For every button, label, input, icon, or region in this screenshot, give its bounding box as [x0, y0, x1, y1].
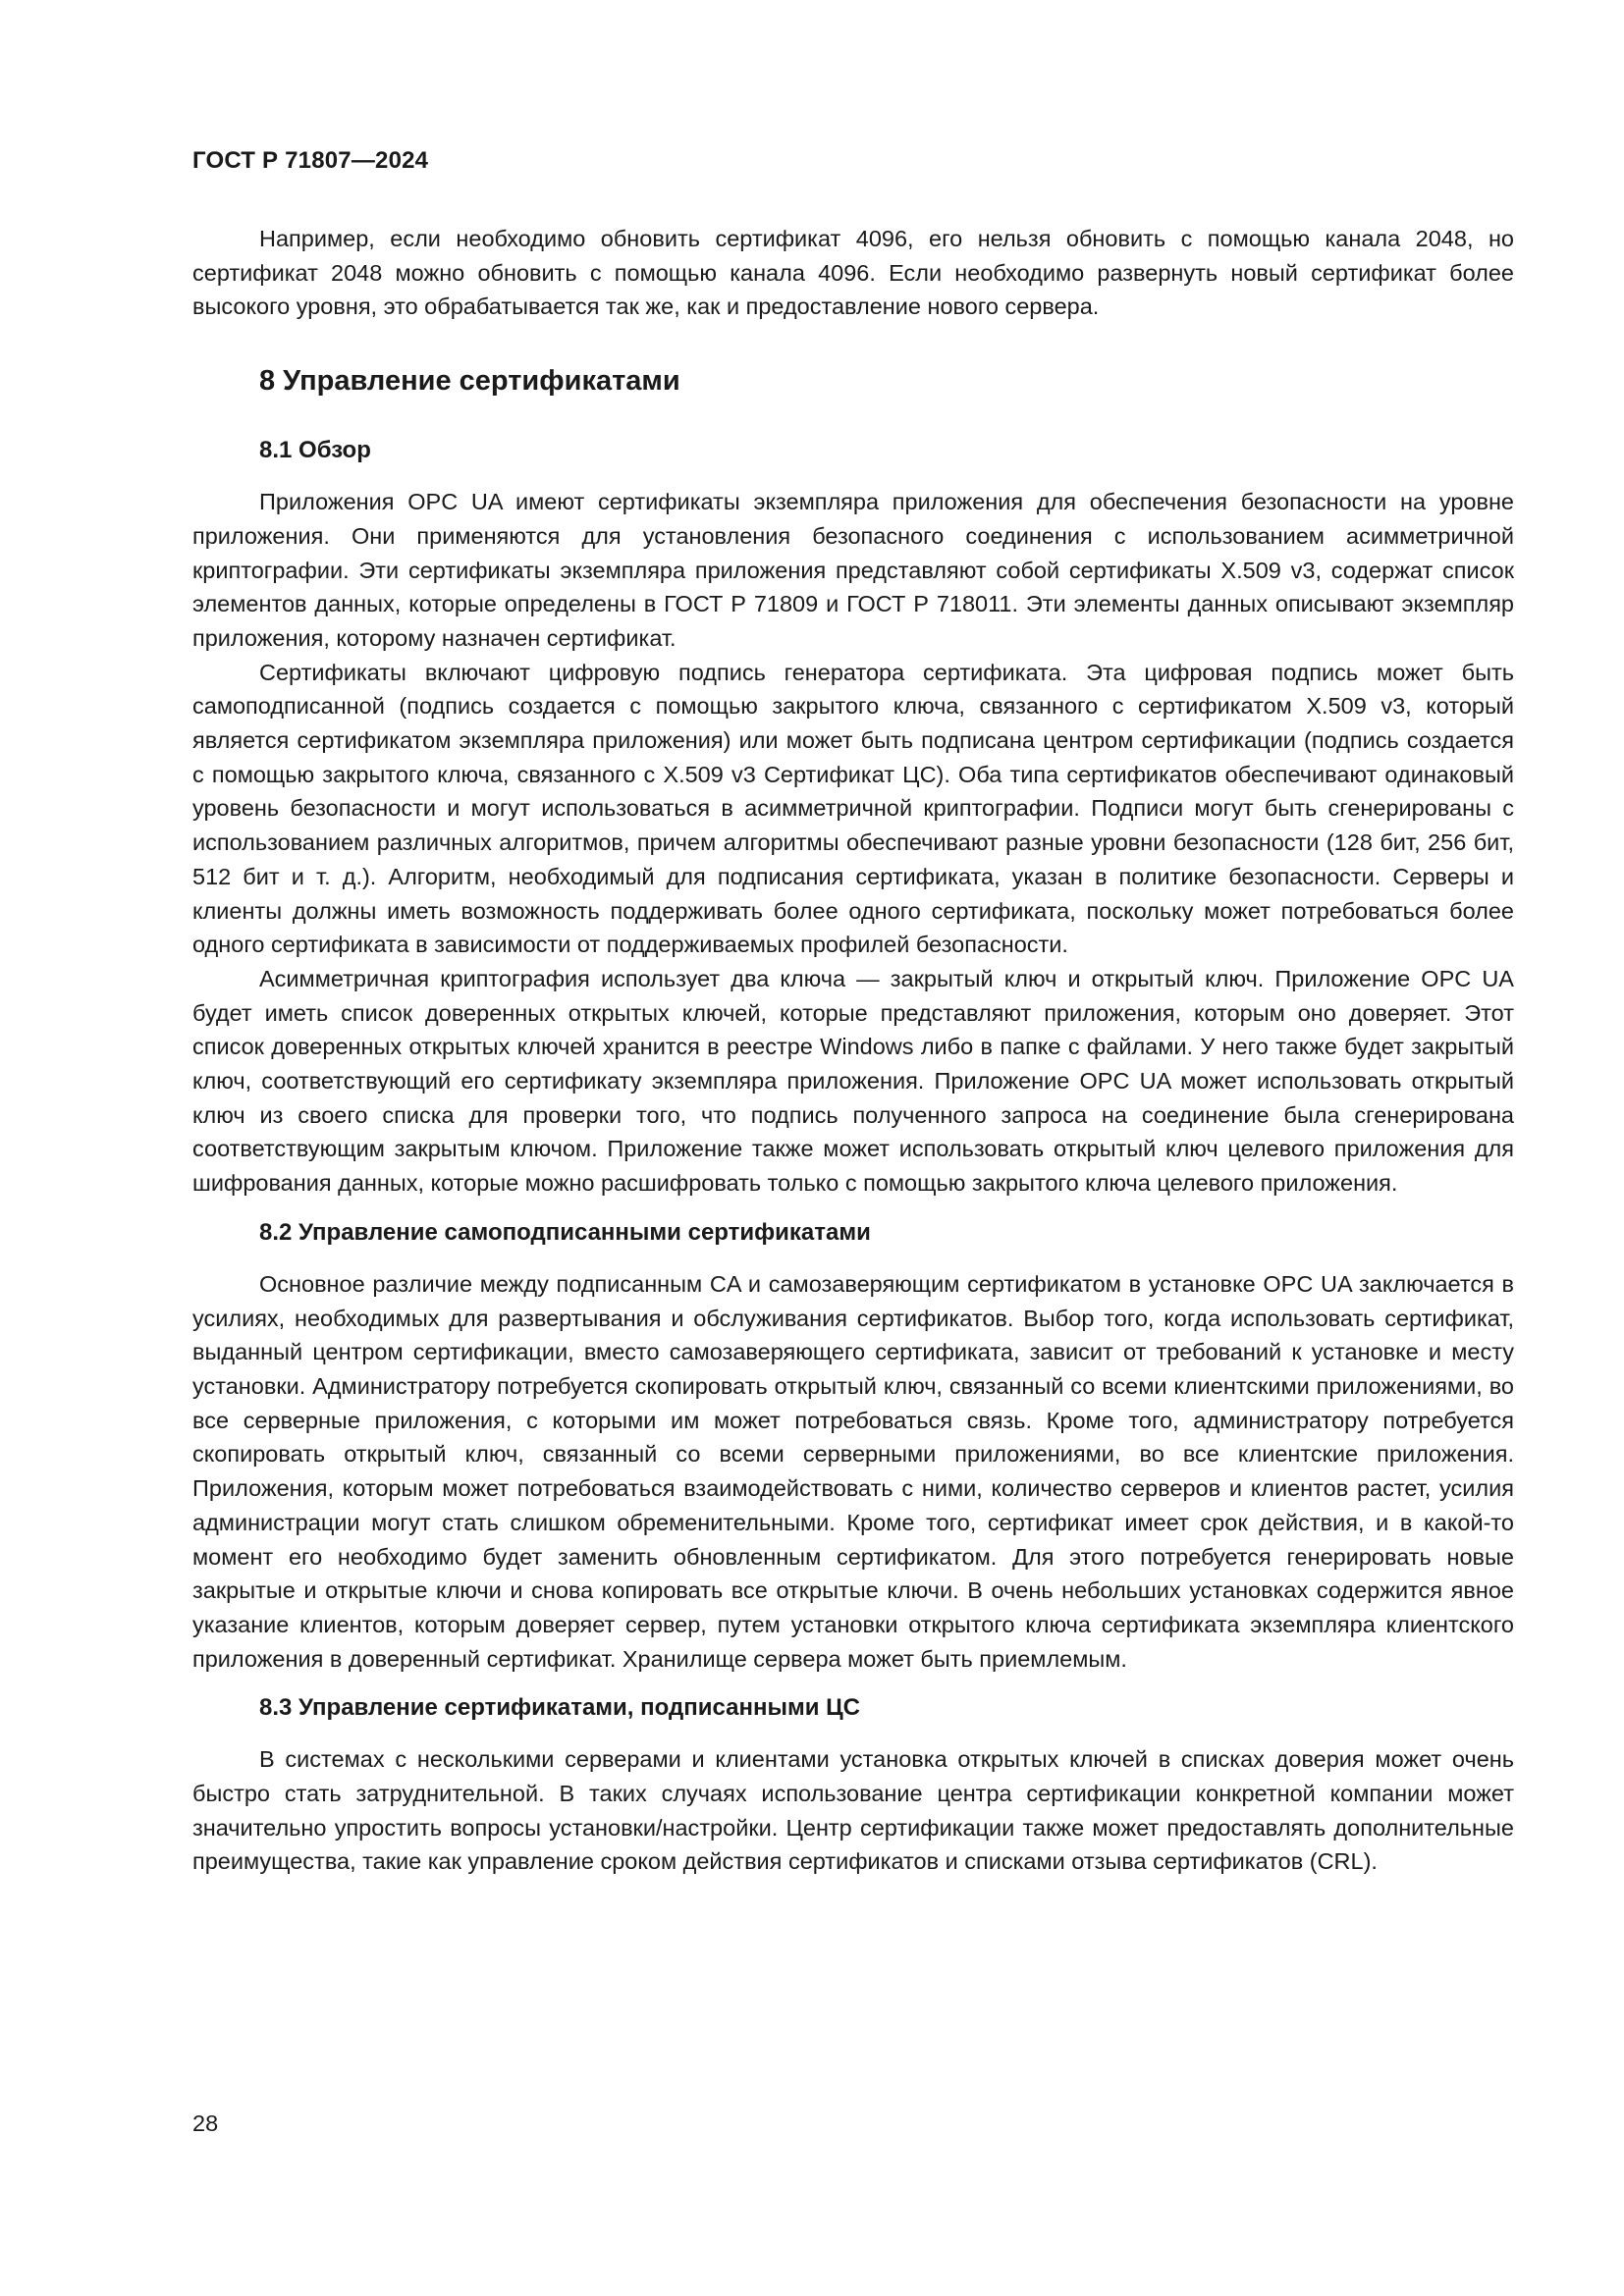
- section-8-heading: 8 Управление сертификатами: [259, 365, 680, 398]
- page-content: [192, 222, 1514, 1879]
- section-8-1-paragraph-2: Сертификаты включают цифровую подпись генератора сертификата. Эта цифровая подпись может быть самоподписанной (подпись создается с помощью закрытого ключа, связанного с сертификатом X.509 v3, который является сертификатом экземпляра приложения) или может быть подписана центром сертификации (подпись создается с помощью закрытого ключа, связанного с X.509 v3 Сертификат ЦС). Оба типа сертификатов обеспечивают одинаковый уровень безопасности и могут использоваться в асимметричной криптографии. Подписи могут быть сгенерированы с использованием различных алгоритмов, причем алгоритмы обеспечивают разные уровни безопасности (128 бит, 256 бит, 512 бит и т. д.). Алгоритм, необходимый для подписания сертификата, указан в политике безопасности. Серверы и клиенты должны иметь возможность поддерживать более одного сертификата, поскольку может потребоваться более одного сертификата в зависимости от поддерживаемых профилей безопасности.: [192, 659, 1514, 958]
- section-8-1-paragraph-3: Асимметричная криптография использует два ключа — закрытый ключ и открытый ключ. Приложение OPC UA будет иметь список доверенных открытых ключей, которые представляют приложения, которым оно доверяет. Этот список доверенных открытых ключей хранится в реестре Windows либо в папке с файлами. У него также будет закрытый ключ, соответствующий его сертификату экземпляра приложения. Приложение OPC UA может использовать открытый ключ из своего списка для проверки того, что подпись полученного запроса на соединение была сгенерирована соответствующим закрытым ключом. Приложение также может использовать открытый ключ целевого приложения для шифрования данных, которые можно расшифровать только с помощью закрытого ключа целевого приложения.: [192, 965, 1514, 1197]
- section-8-3-heading: 8.3 Управление сертификатами, подписанными ЦС: [259, 1694, 860, 1722]
- page-number: 28: [192, 2110, 219, 2136]
- section-8-1-paragraph-1: Приложения OPC UA имеют сертификаты экземпляра приложения для обеспечения безопасности на уровне приложения. Они применяются для установления безопасного соединения с использованием асимметричной криптографии. Эти сертификаты экземпляра приложения представляют собой сертификаты X.509 v3, содержат список элементов данных, которые определены в ГОСТ Р 71809 и ГОСТ Р 718011. Эти элементы данных описывают экземпляр приложения, которому назначен сертификат.: [192, 489, 1514, 651]
- intro-paragraph: Например, если необходимо обновить сертификат 4096, его нельзя обновить с помощью канала 2048, но сертификат 2048 можно обновить с помощью канала 4096. Если необходимо развернуть новый сертификат более высокого уровня, это обрабатывается так же, как и предоставление нового сервера.: [192, 226, 1514, 320]
- document-header: ГОСТ Р 71807—2024: [192, 147, 429, 174]
- section-8-2-heading: 8.2 Управление самоподписанными сертификатами: [259, 1218, 871, 1246]
- section-8-1-heading: 8.1 Обзор: [259, 437, 371, 464]
- section-8-3-paragraph: В системах с несколькими серверами и клиентами установка открытых ключей в списках доверия может очень быстро стать затруднительной. В таких случаях использование центра сертификации конкретной компании может значительно упростить вопросы установки/настройки. Центр сертификации также может предоставлять дополнительные преимущества, такие как управление сроком действия сертификатов и списками отзыва сертификатов (CRL).: [192, 1746, 1514, 1875]
- section-8-2-paragraph: Основное различие между подписанным CA и самозаверяющим сертификатом в установке OPC UA заключается в усилиях, необходимых для развертывания и обслуживания сертификатов. Выбор того, когда использовать сертификат, выданный центром сертификации, вместо самозаверяющего сертификата, зависит от требований к установке и месту установки. Администратору потребуется скопировать открытый ключ, связанный со всеми клиентскими приложениями, во все серверные приложения, с которыми им может потребоваться связь. Кроме того, администратору потребуется скопировать открытый ключ, связанный со всеми серверными приложениями, во все клиентские приложения. Приложения, которым может потребоваться взаимодействовать с ними, количество серверов и клиентов растет, усилия администрации могут стать слишком обременительными. Кроме того, сертификат имеет срок действия, и в какой-то момент его необходимо будет заменить обновленным сертификатом. Для этого потребуется генерировать новые закрытые и открытые ключи и снова копировать все открытые ключи. В очень небольших установках содержится явное указание клиентов, которым доверяет сервер, путем установки открытого ключа сертификата экземпляра клиентского приложения в доверенный сертификат. Хранилище сервера может быть приемлемым.: [192, 1270, 1514, 1672]
